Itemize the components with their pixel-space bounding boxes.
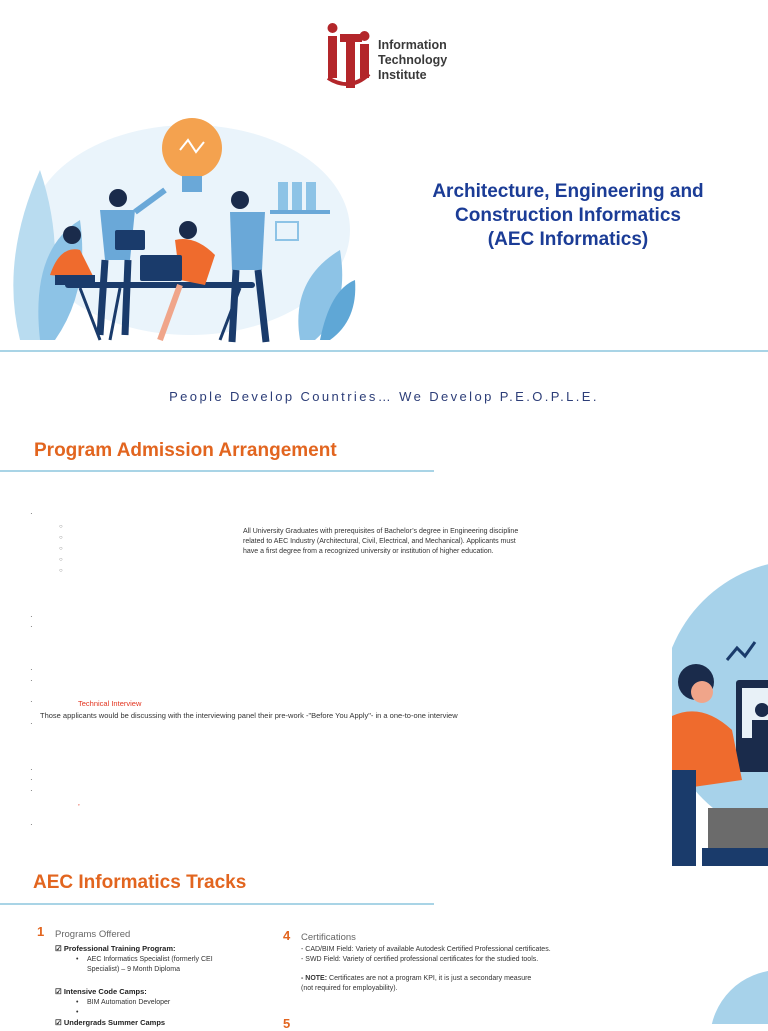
intensive-code-camps-item bbox=[55, 987, 147, 996]
logo-text bbox=[378, 38, 447, 83]
professional-training-item bbox=[55, 944, 176, 953]
bullet-dot: · bbox=[30, 775, 33, 784]
team-illustration bbox=[0, 110, 360, 350]
technical-interview-desc: Those applicants would be discussing with the interviewing panel their pre-work -"Before You Apply"- in a one-to-one interview bbox=[40, 711, 458, 720]
note-label: - NOTE: bbox=[301, 975, 328, 982]
bullet-dot: · bbox=[30, 697, 33, 706]
summer-camps-item bbox=[55, 1018, 165, 1027]
bullet-dot: · bbox=[30, 820, 33, 829]
programs-offered-heading: Programs Offered bbox=[55, 929, 131, 940]
checkbox-icon: ☑ bbox=[55, 987, 62, 996]
bullet-dot: · bbox=[30, 665, 33, 674]
iti-logo-icon bbox=[326, 22, 374, 90]
title-line-3: (AEC Informatics) bbox=[487, 229, 649, 250]
step-number: 4 bbox=[283, 928, 291, 943]
checkbox-icon: ☑ bbox=[55, 944, 62, 953]
item-title: Undergrads Summer Camps bbox=[63, 1018, 166, 1027]
decorative-blob bbox=[700, 960, 768, 1024]
admission-requirements-paragraph: All University Graduates with prerequisites of Bachelor’s degree in Engineering discipline related to AEC Industry (Architectural, Civil, Electrical, and Mechanical). Applicants must have a first degree from a recognized university or institution of higher education. bbox=[243, 528, 519, 555]
step-number: 5 bbox=[283, 1016, 291, 1031]
aec-specialist-text bbox=[87, 955, 247, 974]
cert-note bbox=[301, 974, 531, 984]
sub-bullet: ○ bbox=[59, 568, 63, 574]
sub-bullet: ○ bbox=[59, 524, 63, 530]
bullet-dot: · bbox=[30, 676, 33, 685]
sub-bullet: • bbox=[76, 999, 79, 1006]
page-title bbox=[418, 180, 718, 252]
sub-bullet: ○ bbox=[59, 557, 63, 563]
item-line: Specialist) – 9 Month Diploma bbox=[87, 965, 180, 973]
cert-line: - CAD/BIM Field: Variety of available Autodesk Certified Professional certificates. bbox=[301, 946, 551, 953]
logo-line-1: Information bbox=[378, 38, 447, 52]
logo-line-3: Institute bbox=[378, 68, 427, 82]
bullet-dot: · bbox=[30, 719, 33, 728]
stray-mark: ’ bbox=[78, 803, 80, 812]
sub-bullet-list bbox=[59, 522, 63, 577]
sub-bullet: • bbox=[76, 1009, 79, 1016]
sub-bullet: • bbox=[76, 956, 79, 963]
bullet-dot: · bbox=[30, 622, 33, 631]
sub-bullet: ○ bbox=[59, 535, 63, 541]
bullet-dot: · bbox=[30, 509, 33, 518]
header-divider bbox=[0, 350, 768, 352]
admission-divider bbox=[0, 470, 434, 472]
video-interview-illustration bbox=[672, 530, 768, 866]
title-line-2: Construction Informatics bbox=[455, 205, 681, 226]
note-text: Certificates are not a program KPI, it is just a secondary measure bbox=[327, 975, 532, 982]
title-line-1: Architecture, Engineering and bbox=[432, 181, 704, 202]
item-title: Intensive Code Camps: bbox=[63, 987, 147, 996]
bullet-dot: · bbox=[30, 786, 33, 795]
checkbox-icon: ☑ bbox=[55, 1018, 62, 1027]
step-number: 1 bbox=[37, 924, 45, 939]
tracks-heading: AEC Informatics Tracks bbox=[33, 872, 247, 893]
bullet-dot: · bbox=[30, 612, 33, 621]
bim-developer-text: BIM Automation Developer bbox=[87, 999, 171, 1006]
item-line: AEC Informatics Specialist (formerly CEI bbox=[87, 956, 213, 963]
cert-line: - SWD Field: Variety of certified professional certificates for the studied tools. bbox=[301, 956, 539, 963]
tagline: People Develop Countries… We Develop P.E.O.P.L.E. bbox=[169, 389, 599, 404]
sub-bullet: ○ bbox=[59, 546, 63, 552]
tracks-divider bbox=[0, 903, 434, 905]
certifications-heading: Certifications bbox=[301, 932, 356, 943]
bullet-dot: · bbox=[30, 765, 33, 774]
technical-interview-label: Technical Interview bbox=[78, 699, 142, 708]
item-title: Professional Training Program: bbox=[63, 944, 176, 953]
cert-note-line2: (not required for employability). bbox=[301, 985, 398, 992]
logo-line-2: Technology bbox=[378, 53, 448, 67]
admission-heading: Program Admission Arrangement bbox=[34, 440, 337, 461]
